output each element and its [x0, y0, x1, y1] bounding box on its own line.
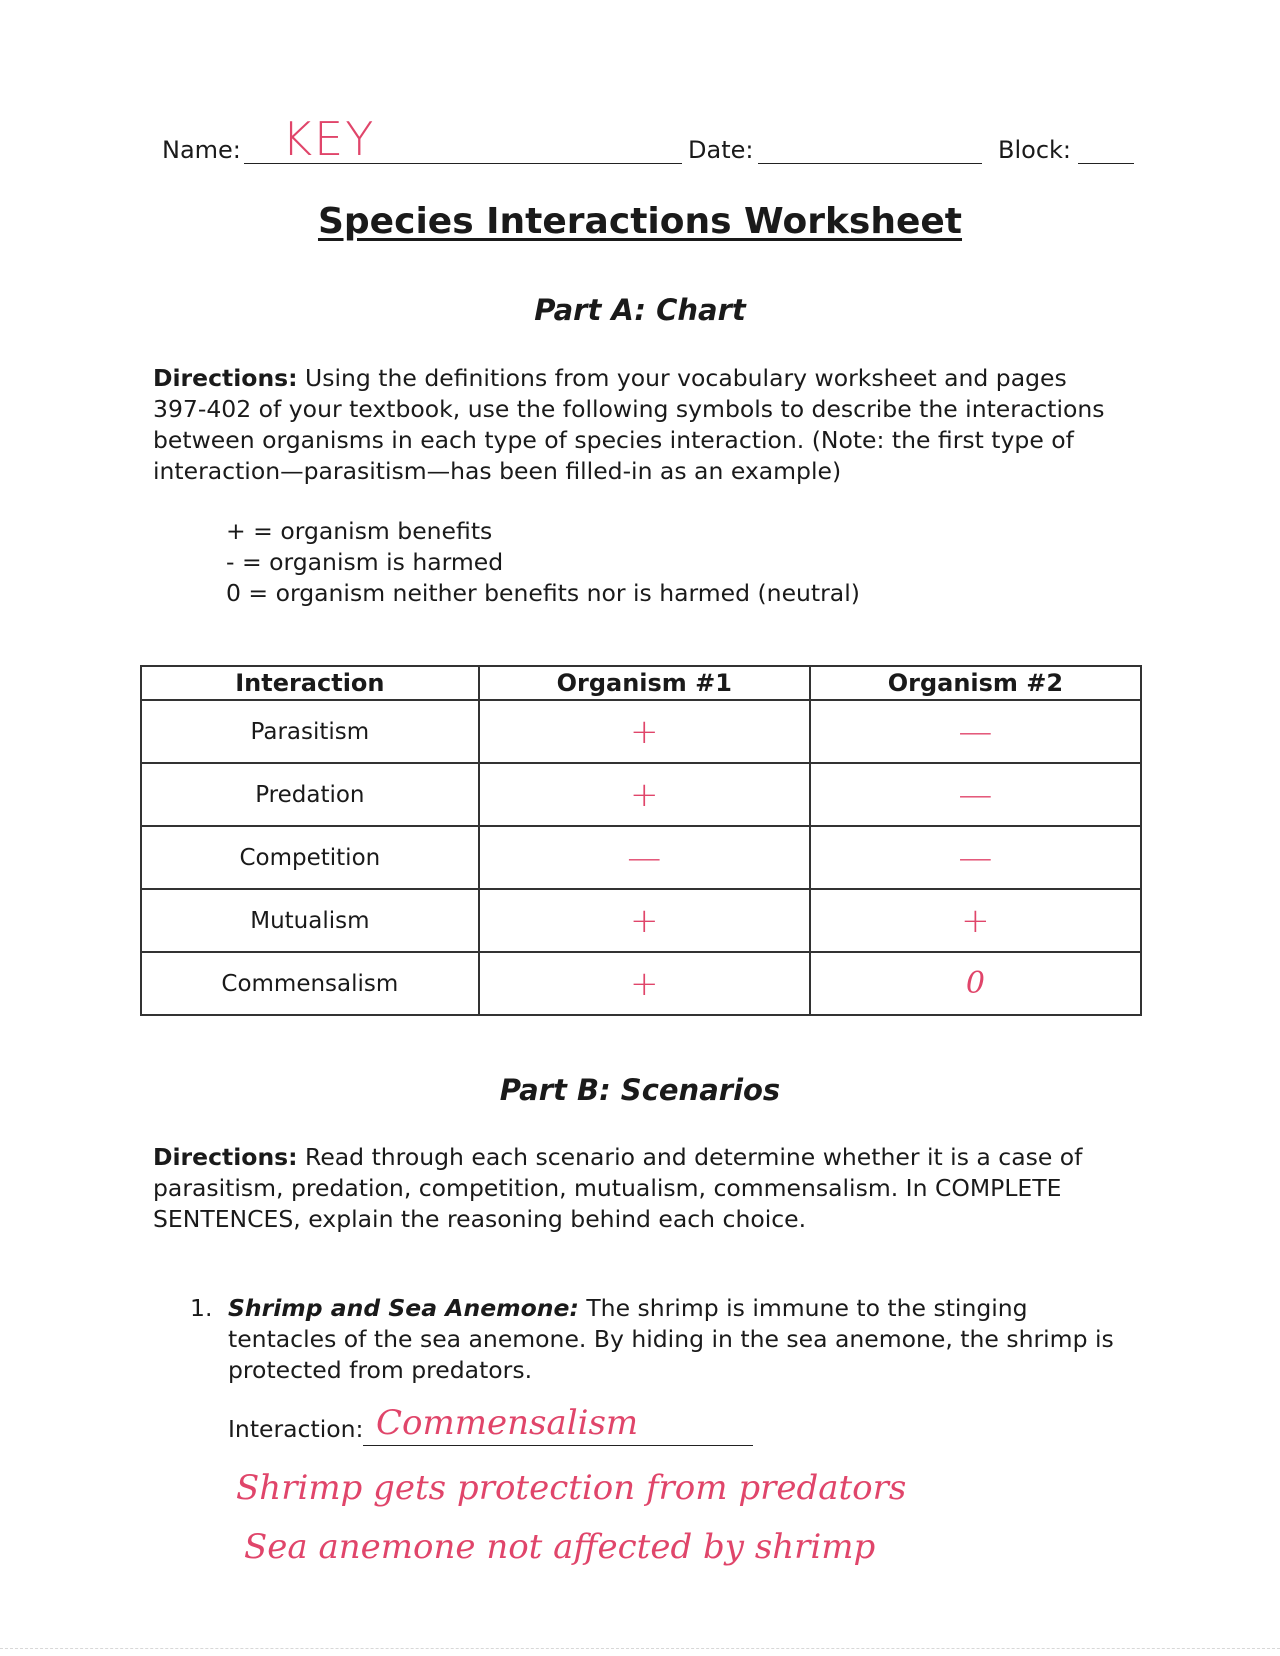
interaction-chart: [140, 665, 1142, 1016]
part-a-heading: Part A: Chart: [534, 293, 746, 327]
interaction-cell: Predation: [141, 763, 479, 826]
name-label: Name:: [162, 136, 241, 164]
handwritten-note: Sea anemone not affected by shrimp: [244, 1527, 876, 1567]
part-b-directions: [153, 1142, 1113, 1235]
interaction-cell: Mutualism: [141, 889, 479, 952]
part-a-directions: [153, 363, 1113, 487]
organism1-cell: +: [479, 763, 810, 826]
symbol-legend: [226, 516, 860, 609]
interaction-cell: Competition: [141, 826, 479, 889]
page-title: Species Interactions Worksheet: [317, 201, 963, 242]
interaction-answer-row: [228, 1403, 639, 1443]
table-row: [141, 763, 1141, 826]
interaction-answer: Commensalism: [376, 1403, 639, 1443]
header-row: [162, 112, 1132, 170]
handwritten-note: Shrimp gets protection from predators: [236, 1468, 907, 1508]
scenario-body: [228, 1293, 1128, 1386]
directions-text: Read through each scenario and determine whether it is a case of parasitism, predation, competition, mutualism, commensalism. In COMPLETE SENTENCES, explain the reasoning behind each choice.: [153, 1143, 1083, 1233]
interaction-cell: Commensalism: [141, 952, 479, 1015]
interaction-cell: Parasitism: [141, 700, 479, 763]
scan-edge-line: [0, 1648, 1280, 1649]
table-row: [141, 700, 1141, 763]
organism1-cell: +: [479, 889, 810, 952]
scenario-title: Shrimp and Sea Anemone:: [228, 1294, 579, 1322]
date-blank: [758, 163, 982, 164]
interaction-label: Interaction:: [228, 1415, 364, 1443]
table-row: [141, 826, 1141, 889]
column-header: Organism #1: [479, 666, 810, 700]
organism2-cell: +: [810, 889, 1141, 952]
table-row: [141, 952, 1141, 1015]
legend-item: + = organism benefits: [226, 517, 493, 545]
legend-item: - = organism is harmed: [226, 548, 504, 576]
name-answer: KEY: [282, 112, 376, 166]
organism1-cell: —: [479, 826, 810, 889]
block-blank: [1078, 163, 1134, 164]
date-label: Date:: [688, 136, 754, 164]
organism2-cell: —: [810, 700, 1141, 763]
organism2-cell: 0: [810, 952, 1141, 1015]
organism2-cell: —: [810, 826, 1141, 889]
column-header: Interaction: [141, 666, 479, 700]
scenario-number: 1.: [190, 1294, 213, 1322]
legend-item: 0 = organism neither benefits nor is harmed (neutral): [226, 579, 860, 607]
organism1-cell: +: [479, 700, 810, 763]
table-row: [141, 889, 1141, 952]
column-header: Organism #2: [810, 666, 1141, 700]
scenario-text: The shrimp is immune to the stinging tentacles of the sea anemone. By hiding in the sea anemone, the shrimp is protected from predators.: [228, 1294, 1114, 1384]
block-label: Block:: [998, 136, 1071, 164]
chart-header-row: [141, 666, 1141, 700]
part-b-heading: Part B: Scenarios: [499, 1073, 781, 1107]
organism2-cell: —: [810, 763, 1141, 826]
directions-label: Directions:: [153, 1143, 298, 1171]
interaction-blank: [363, 1445, 753, 1446]
directions-label: Directions:: [153, 364, 298, 392]
organism1-cell: +: [479, 952, 810, 1015]
directions-text: Using the definitions from your vocabulary worksheet and pages 397-402 of your textbook, use the following symbols to describe the interactions between organisms in each type of species interaction. (Note: the first type of interaction—parasitism—has been filled-in as an example): [153, 364, 1105, 485]
